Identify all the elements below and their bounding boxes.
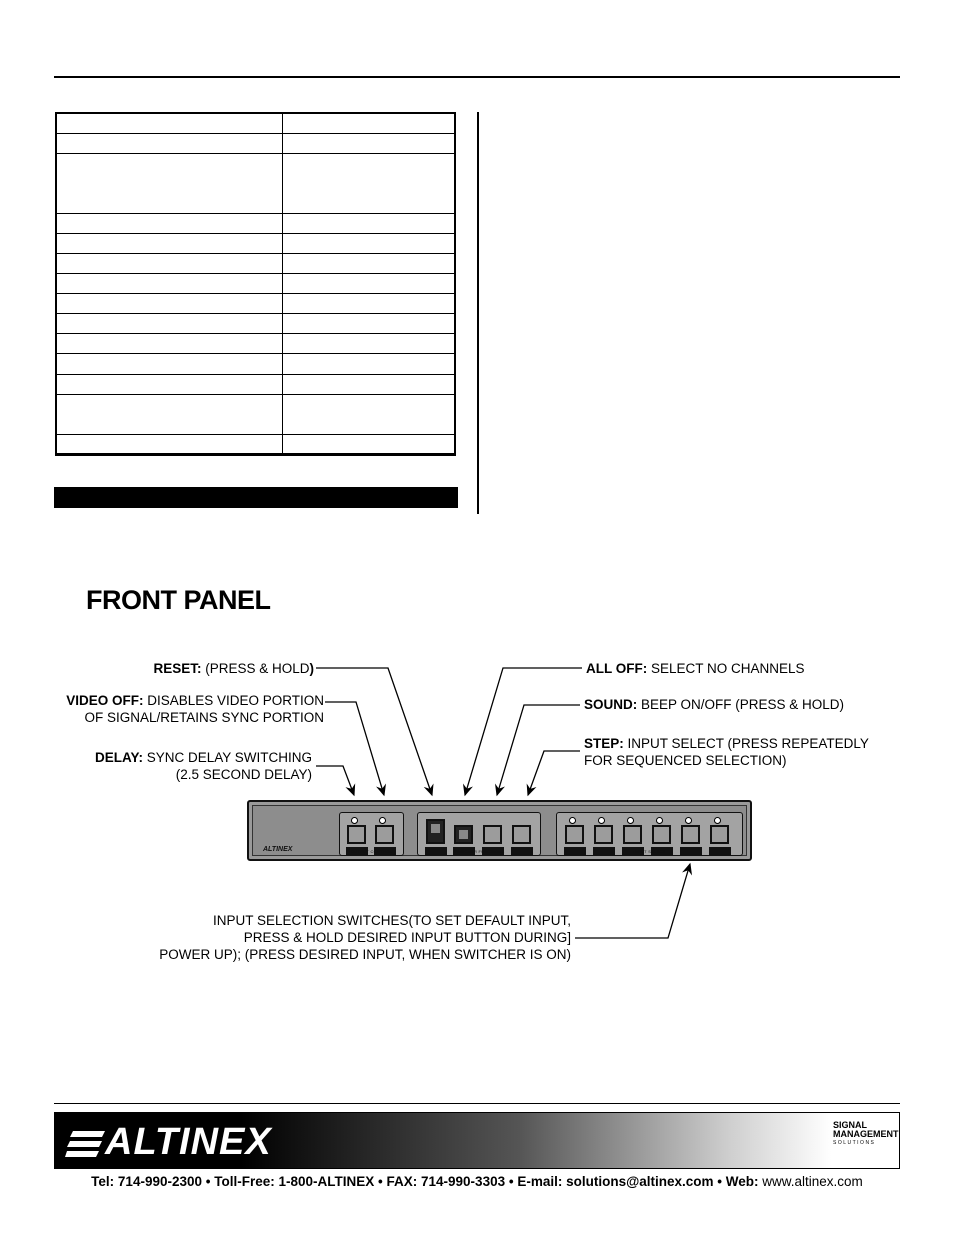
led-indicator	[351, 817, 358, 824]
reset-button[interactable]	[426, 819, 445, 844]
input-3-button[interactable]	[623, 825, 642, 844]
input-4-button[interactable]	[652, 825, 671, 844]
front-panel-title: FRONT PANEL	[86, 585, 271, 615]
leader-sound	[497, 705, 580, 795]
altinex-logo: ALTINEX	[65, 1121, 272, 1164]
callout-input-selection: INPUT SELECTION SWITCHES(TO SET DEFAULT INPUT, PRESS & HOLD DESIRED INPUT BUTTON DURING] POWER UP); (PRESS DESIRED INPUT, WHEN SWITCHER IS ON)	[159, 913, 571, 962]
device-front-panel	[247, 800, 752, 861]
input-6-button[interactable]	[710, 825, 729, 844]
group-output-control	[339, 812, 404, 856]
callout-sound: SOUND: BEEP ON/OFF (PRESS & HOLD)	[584, 697, 845, 712]
panel-logo: ALTINEX	[263, 846, 293, 853]
altinex-logo-mark-icon	[65, 1129, 105, 1159]
leader-step	[528, 751, 580, 795]
led-indicator	[598, 817, 605, 824]
delay-button[interactable]	[347, 825, 366, 844]
callout-delay: DELAY: SYNC DELAY SWITCHING (2.5 SECOND DELAY)	[94, 750, 312, 782]
led-indicator	[379, 817, 386, 824]
leader-video-off	[325, 702, 384, 795]
all-off-button[interactable]	[454, 825, 473, 844]
leader-reset	[316, 668, 432, 795]
leader-all-off	[465, 668, 582, 795]
contact-line: Tel: 714-990-2300 • Toll-Free: 1-800-ALTINEX • FAX: 714-990-3303 • E-mail: solutions@altinex.com • Web: www.altinex.com	[91, 1174, 863, 1189]
led-indicator	[685, 817, 692, 824]
website-link[interactable]: www.altinex.com	[758, 1174, 863, 1189]
group-switcher-functions	[417, 812, 541, 856]
led-indicator	[656, 817, 663, 824]
led-indicator	[714, 817, 721, 824]
input-5-button[interactable]	[681, 825, 700, 844]
led-indicator	[569, 817, 576, 824]
footer-banner	[54, 1112, 900, 1169]
input-2-button[interactable]	[594, 825, 613, 844]
callout-reset: RESET: (PRESS & HOLD)	[153, 661, 314, 676]
signal-management-solutions-logo: SIGNAL MANAGEMENT SOLUTIONS	[833, 1120, 899, 1146]
led-indicator	[627, 817, 634, 824]
leader-input-selection	[575, 864, 690, 938]
callout-step: STEP: INPUT SELECT (PRESS REPEATEDLY FOR SEQUENCED SELECTION)	[584, 736, 869, 768]
video-off-button[interactable]	[375, 825, 394, 844]
input-1-button[interactable]	[565, 825, 584, 844]
callout-video-off: VIDEO OFF: DISABLES VIDEO PORTION OF SIGNAL/RETAINS SYNC PORTION	[66, 693, 324, 725]
sound-button[interactable]	[483, 825, 502, 844]
callout-all-off: ALL OFF: SELECT NO CHANNELS	[586, 661, 805, 676]
group-caption-input-select: INPUT SELECT	[633, 849, 666, 854]
group-input-select	[556, 812, 743, 856]
group-caption-output-control: OUTPUT CONTROL	[350, 849, 393, 854]
footer-rule	[54, 1103, 900, 1104]
leader-delay	[316, 766, 354, 795]
step-button[interactable]	[512, 825, 531, 844]
group-caption-switcher-functions: SWITCHER FUNCTIONS	[453, 849, 505, 854]
